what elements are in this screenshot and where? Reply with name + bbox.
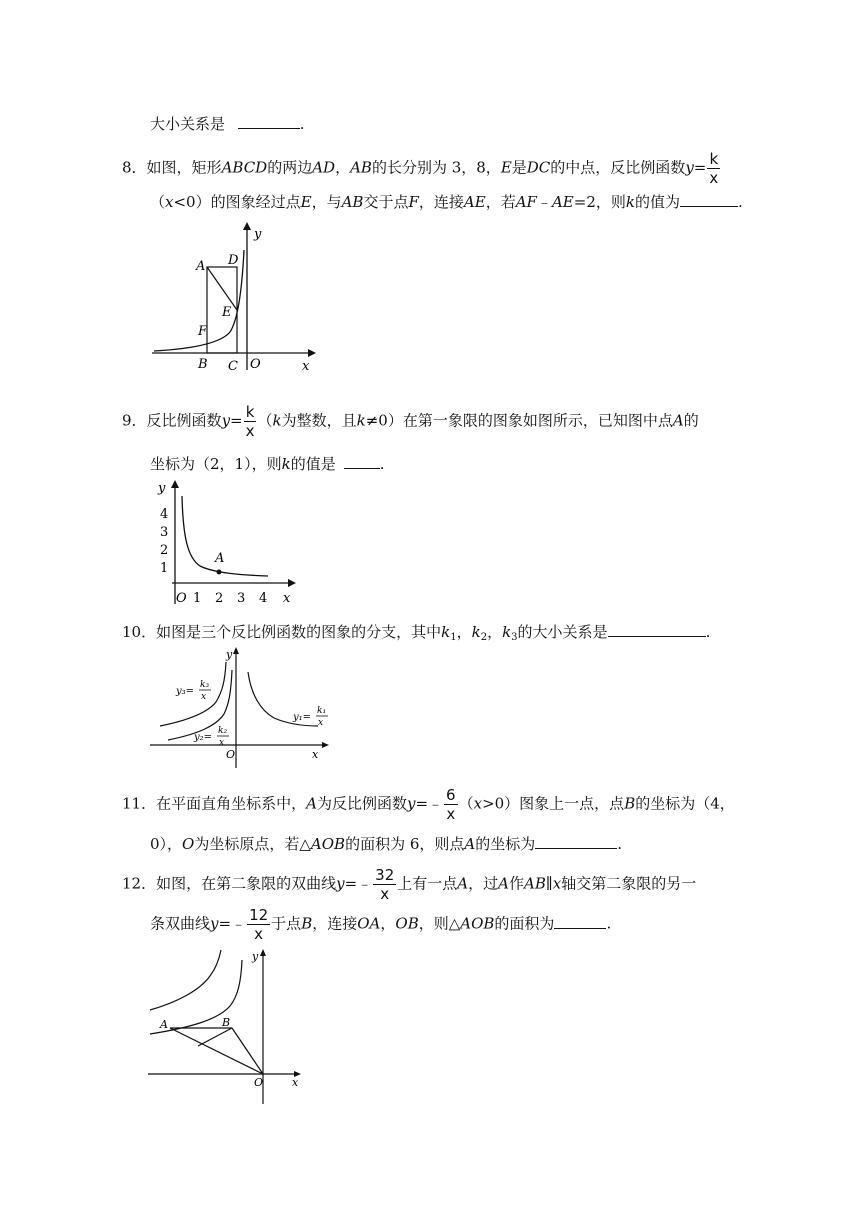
q11-line-2: 0），O为坐标原点，若△AOB的面积为 6，则点A的坐标为 .: [150, 832, 622, 854]
tick-y-4: 4: [160, 507, 169, 522]
tick-x-2: 2: [215, 591, 224, 606]
label-a: A: [196, 259, 206, 274]
answer-blank: [680, 190, 738, 207]
q8-line-2: （x<0）的图象经过点E，与AB交于点F，连接AE，若AF﹣AE=2，则k的值为 .: [150, 190, 743, 212]
y-axis-arrow: [260, 949, 266, 956]
label-o: O: [250, 357, 261, 372]
fraction: $\frac{6}{x}$: [446, 786, 456, 823]
tick-x-3: 3: [237, 591, 246, 606]
segment-ao-upper: [198, 1028, 232, 1046]
label-x: x: [292, 1076, 299, 1089]
label-k3: k₃: [200, 680, 210, 690]
answer-blank: [535, 832, 617, 849]
answer-blank: [238, 112, 300, 129]
tick-y-2: 2: [160, 543, 169, 558]
label-y: y: [252, 950, 259, 963]
answer-blank: [608, 620, 706, 637]
fraction: $\frac{32}{x}$: [375, 866, 395, 903]
y-axis-arrow: [243, 222, 251, 230]
q12-figure: [148, 946, 308, 1108]
label-k1: k₁: [317, 706, 327, 716]
label-b: B: [198, 357, 208, 372]
label-x3: x: [201, 692, 207, 702]
q12-line-1: 12．如图，在第二象限的双曲线y=﹣ $\frac{32}{x}$ 上有一点A，过A作AB∥x轴交第二象限的另一: [122, 866, 697, 903]
label-f: F: [198, 324, 208, 339]
label-o: O: [176, 591, 187, 606]
label-x1: x: [318, 718, 324, 728]
top-line: 大小关系是 .: [150, 112, 305, 134]
q9-figure: [150, 478, 300, 610]
label-y1: y₁=: [293, 712, 312, 723]
q11-line-1: 11．在平面直角坐标系中，A为反比例函数y=﹣ $\frac{6}{x}$ （x>0）图象上一点，点B的坐标为（4，: [122, 786, 735, 823]
label-y2: y₂=: [194, 732, 213, 743]
q10-line-1: 10．如图是三个反比例函数的图象的分支，其中$k_1$，$k_2$，$k_3$的大小关系是 .: [122, 620, 710, 648]
label-e: E: [222, 305, 232, 320]
tick-x-4: 4: [259, 591, 268, 606]
label-o: O: [226, 748, 236, 761]
fraction: $\frac{k}{x}$: [245, 403, 255, 440]
hyperbola-curve: [182, 496, 268, 576]
q8-line-1: 8．如图，矩形ABCD的两边AD，AB的长分别为 3，8，E是DC的中点，反比例函数y= $\frac{k}{x}$: [122, 150, 719, 187]
q9-line-1: 9．反比例函数y= $\frac{k}{x}$ （k为整数，且k≠0）在第一象限的图象如图所示，已知图中点A的: [122, 403, 699, 440]
label-y: y: [158, 481, 166, 496]
label-y: y: [254, 227, 262, 242]
label-x: x: [312, 748, 319, 761]
answer-blank: [554, 912, 606, 929]
label-x: x: [302, 359, 310, 374]
label-x: x: [283, 591, 291, 606]
x-axis-arrow: [308, 349, 316, 357]
q9-line-2: 坐标为（2，1），则k的值是 .: [150, 452, 384, 474]
segment-ae: [207, 267, 237, 310]
segment-oa: [170, 1028, 263, 1074]
x-axis-arrow: [322, 742, 329, 748]
y-axis-arrow: [233, 647, 239, 654]
y-axis-arrow: [171, 480, 179, 488]
label-c: C: [228, 359, 238, 374]
q8-figure: [150, 220, 330, 380]
answer-blank: [344, 452, 380, 469]
x-axis-arrow: [288, 579, 296, 587]
label-a: A: [215, 551, 225, 566]
label-a: A: [160, 1018, 168, 1031]
q12-line-2: 条双曲线y=﹣ $\frac{12}{x}$ 于点B，连接OA，OB，则△AOB的面积为 .: [150, 906, 612, 943]
hyperbola-outer: [150, 950, 221, 1010]
label-x2: x: [219, 738, 225, 748]
label-k2: k₂: [218, 726, 228, 736]
label-y: y: [226, 648, 233, 661]
tick-y-3: 3: [160, 525, 169, 540]
point-a: [217, 570, 222, 575]
fraction: $\frac{k}{x}$: [709, 150, 719, 187]
q10-figure: [150, 644, 340, 774]
tick-y-1: 1: [160, 561, 169, 576]
label-b: B: [222, 1016, 231, 1029]
label-d: D: [228, 253, 239, 268]
fraction: $\frac{12}{x}$: [249, 906, 269, 943]
label-y3: y₃=: [176, 686, 195, 697]
label-o: O: [254, 1076, 264, 1089]
segment-ob: [232, 1028, 263, 1074]
tick-x-1: 1: [193, 591, 202, 606]
